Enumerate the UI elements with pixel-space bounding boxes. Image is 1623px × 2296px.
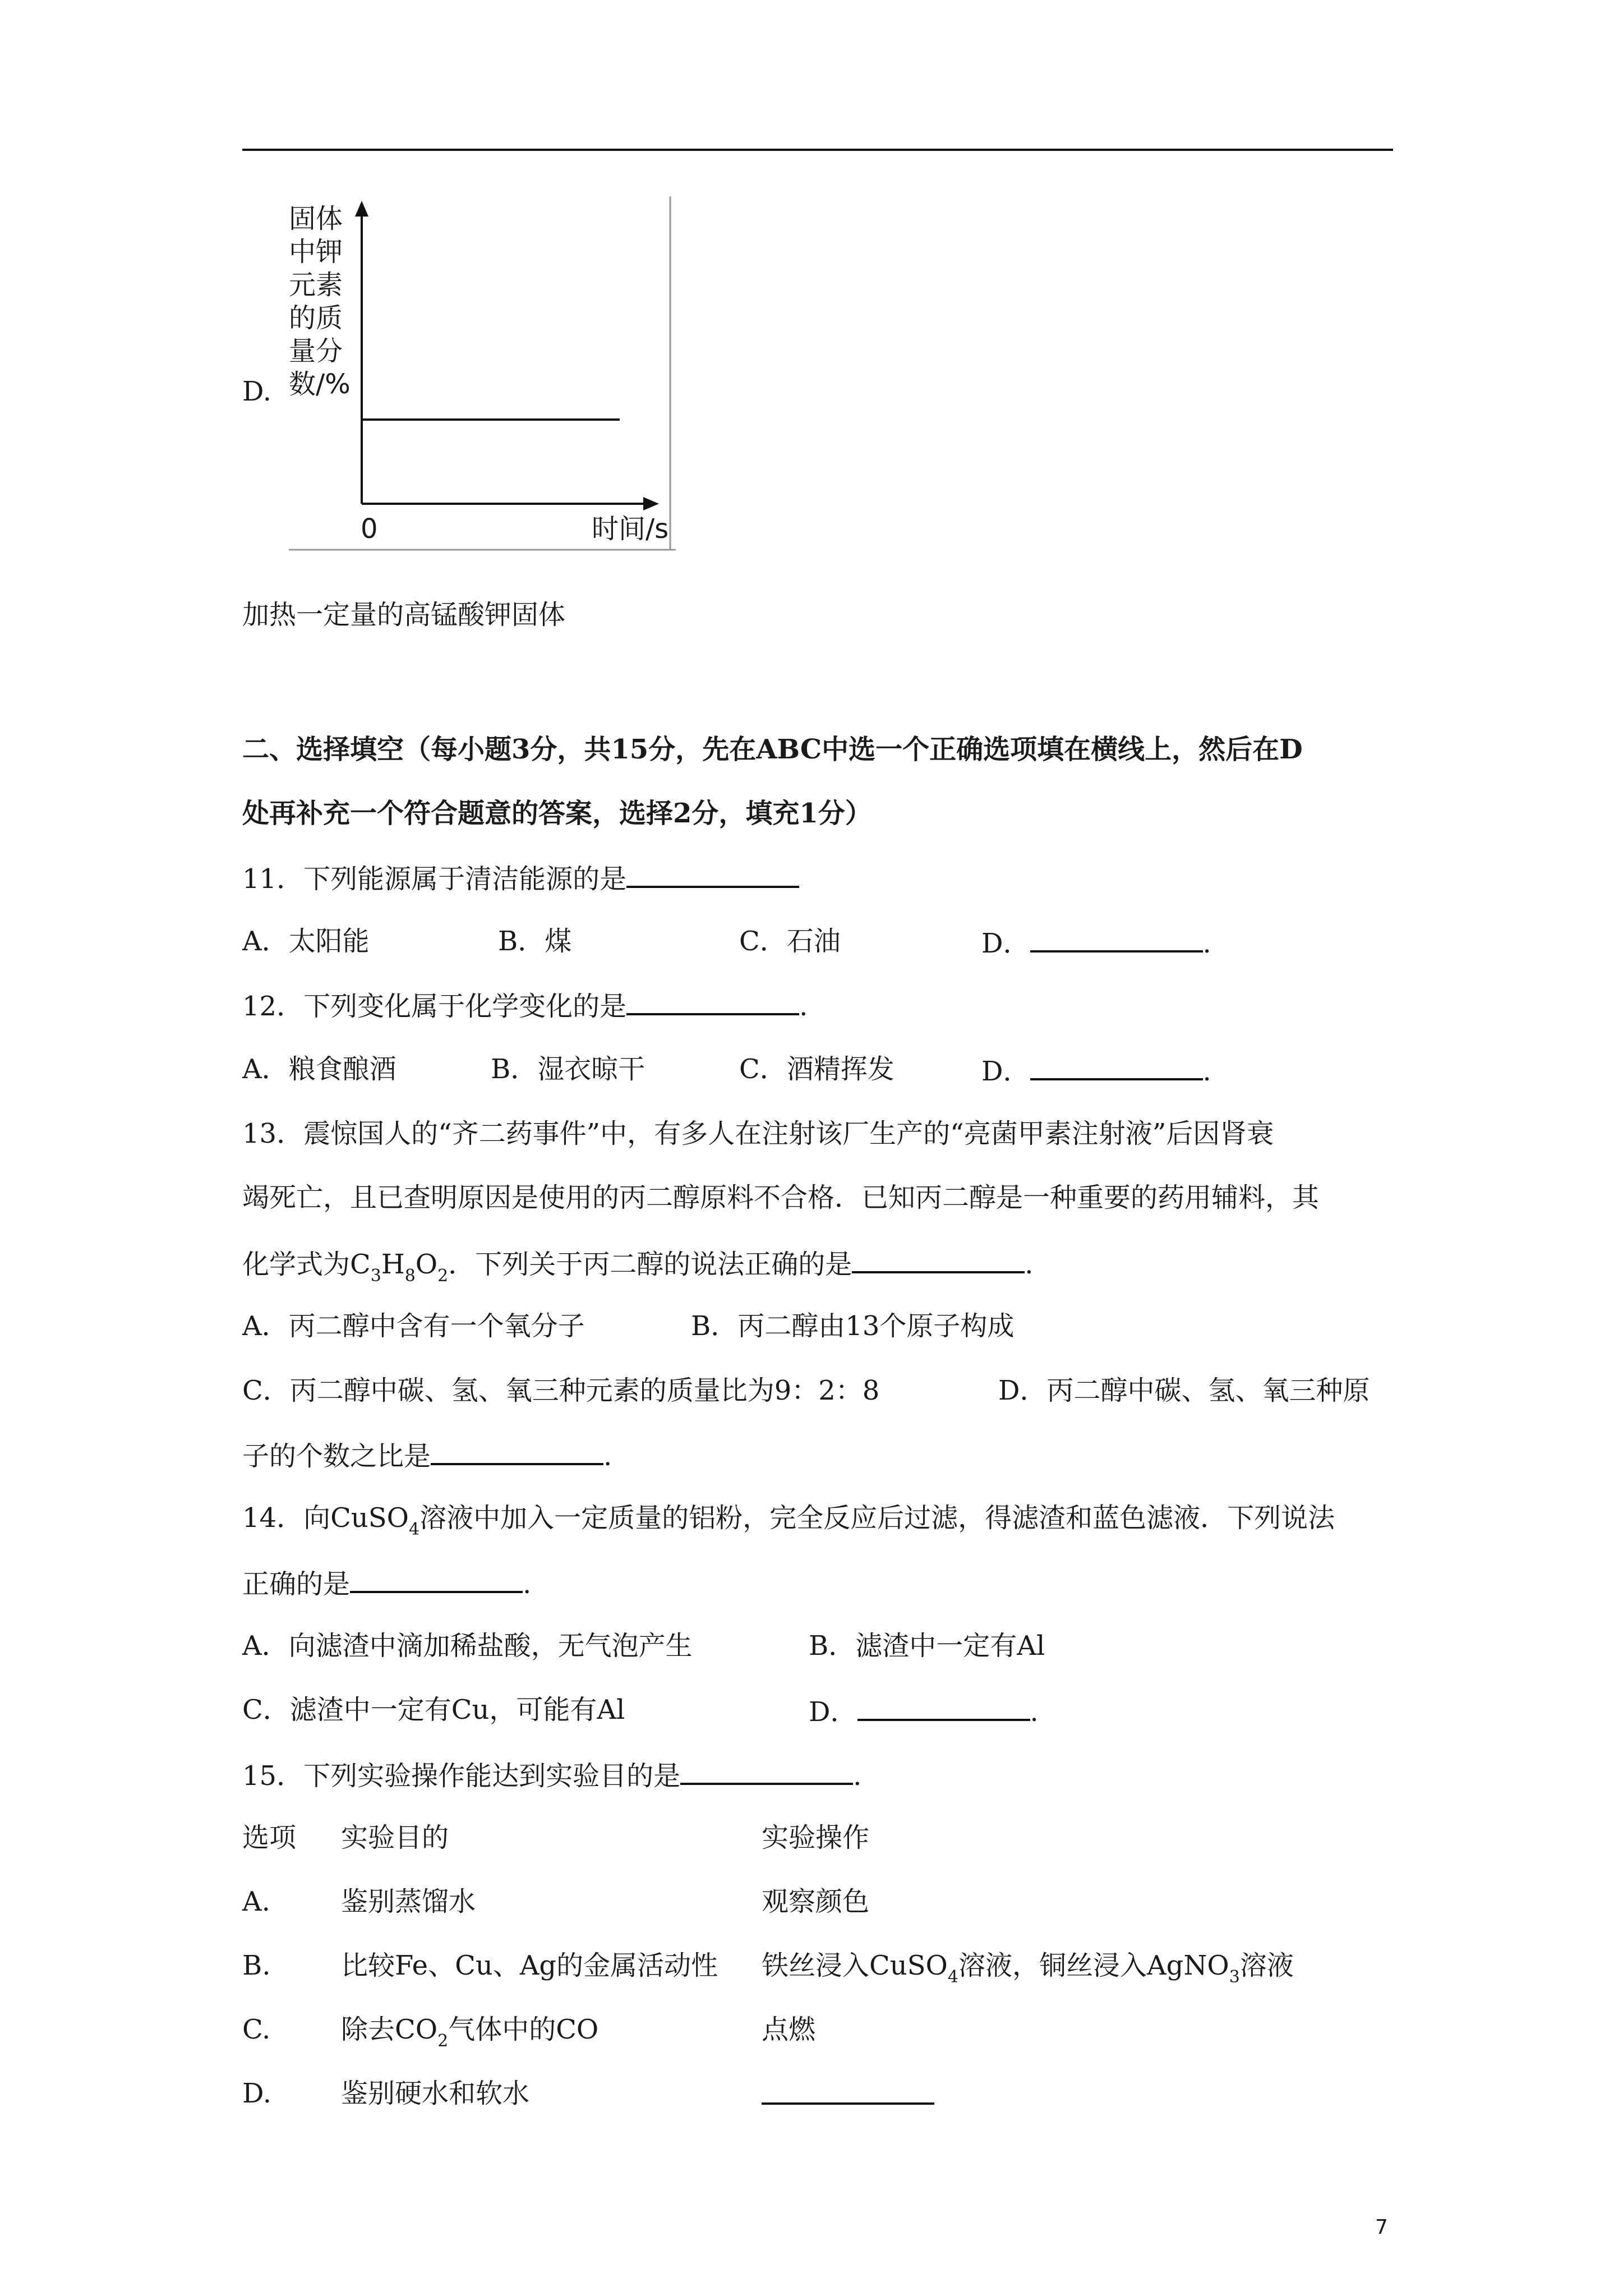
q11-option-d-blank[interactable] xyxy=(1030,924,1203,953)
q15-row-a-purpose: 鉴别蒸馏水 xyxy=(341,1886,476,1917)
q15-row-b-op-pre: 铁丝浸入CuSO xyxy=(762,1950,948,1981)
q13-line-3-period: . xyxy=(1025,1249,1034,1280)
q13-line-2: 竭死亡，且已查明原因是使用的丙二醇原料不合格．已知丙二醇是一种重要的药用辅料，其 xyxy=(242,1182,1320,1213)
q11-stem xyxy=(242,860,799,896)
q14-option-b: B．滤渣中一定有Al xyxy=(809,1630,1045,1662)
q11-option-c: C．石油 xyxy=(739,926,841,957)
y-label-line-1: 固体 xyxy=(289,203,343,234)
y-label-line-2: 中钾 xyxy=(289,236,343,268)
q13-option-b: B．丙二醇由13个原子构成 xyxy=(691,1310,1015,1342)
q11-answer-blank[interactable] xyxy=(626,860,799,888)
q14-line-2 xyxy=(242,1565,531,1601)
q11-option-d-period: . xyxy=(1202,928,1211,959)
x-axis-label: 时间/s xyxy=(592,513,669,545)
q12-option-a: A．粮食酿酒 xyxy=(242,1053,396,1085)
y-label-line-5: 量分 xyxy=(289,335,343,367)
q11-stem-text: 11．下列能源属于清洁能源的是 xyxy=(242,863,627,895)
option-letter: D. xyxy=(242,376,272,407)
q15-row-a-operation: 观察颜色 xyxy=(762,1886,870,1917)
y-label-line-6: 数/% xyxy=(289,369,351,400)
q13-option-d-period: . xyxy=(603,1441,612,1472)
q15-row-c-option: C. xyxy=(242,2014,271,2045)
q12-stem xyxy=(242,987,808,1023)
q14-answer-blank[interactable] xyxy=(350,1565,523,1593)
q14-line-1 xyxy=(242,1501,1335,1539)
q12-option-d-label: D． xyxy=(981,1056,1030,1087)
q13-formula-h: H xyxy=(381,1249,405,1280)
q15-row-c-operation: 点燃 xyxy=(762,2014,816,2045)
q15-row-b-sub-4: 4 xyxy=(947,1967,958,1987)
q15-header-operation: 实验操作 xyxy=(762,1822,870,1853)
section-header-line-2: 处再补充一个符合题意的答案，选择2分，填充1分） xyxy=(242,798,872,829)
q14-line-2-text: 正确的是 xyxy=(242,1568,351,1600)
q12-stem-text: 12．下列变化属于化学变化的是 xyxy=(242,991,627,1022)
q15-row-d-operation xyxy=(762,2077,934,2113)
q13-option-a: A．丙二醇中含有一个氧分子 xyxy=(242,1310,585,1342)
figure-caption: 加热一定量的高锰酸钾固体 xyxy=(242,599,566,631)
q14-line-2-period: . xyxy=(523,1568,532,1600)
q12-option-b: B．湿衣晾干 xyxy=(491,1053,645,1085)
q14-line-1-pre: 14．向CuSO xyxy=(242,1502,409,1534)
q15-row-b-option: B. xyxy=(242,1950,271,1981)
q13-formula-c: 化学式为C xyxy=(242,1249,371,1280)
q15-header-option: 选项 xyxy=(242,1822,297,1853)
q15-row-d-operation-blank[interactable] xyxy=(762,2077,934,2105)
q12-option-d-period: . xyxy=(1202,1056,1211,1087)
q13-formula-o: O xyxy=(415,1249,438,1280)
q14-option-d-label: D． xyxy=(809,1696,857,1728)
q12-option-d-blank[interactable] xyxy=(1030,1052,1203,1080)
q15-answer-blank[interactable] xyxy=(680,1757,853,1785)
q14-sub-4: 4 xyxy=(408,1520,420,1539)
q14-option-a: A．向滤渣中滴加稀盐酸，无气泡产生 xyxy=(242,1630,693,1662)
q12-stem-period: . xyxy=(799,991,808,1022)
q15-stem xyxy=(242,1757,861,1793)
y-label-line-3: 元素 xyxy=(289,269,343,301)
q12-option-c: C．酒精挥发 xyxy=(739,1053,895,1085)
q15-row-d-purpose: 鉴别硬水和软水 xyxy=(341,2078,530,2109)
section-header-line-1: 二、选择填空（每小题3分，共15分，先在ABC中选一个正确选项填在横线上，然后在D xyxy=(242,734,1303,765)
origin-label: 0 xyxy=(361,513,378,545)
q15-stem-text: 15．下列实验操作能达到实验目的是 xyxy=(242,1760,681,1792)
y-axis-arrow xyxy=(355,201,368,217)
q15-row-c-purpose xyxy=(341,2013,598,2050)
q13-line-3-text: ．下列关于丙二醇的说法正确的是 xyxy=(448,1249,852,1280)
q12-option-d xyxy=(981,1052,1211,1088)
q15-row-b-op-mid: 溶液，铜丝浸入AgNO xyxy=(958,1950,1229,1981)
q11-option-b: B．煤 xyxy=(498,926,572,957)
q14-option-d-period: . xyxy=(1030,1696,1039,1728)
x-axis-arrow xyxy=(643,497,659,510)
q13-sub-2: 2 xyxy=(437,1266,449,1286)
q11-option-d xyxy=(981,924,1211,960)
q15-row-c-sub-2: 2 xyxy=(437,2031,449,2051)
q15-header-purpose: 实验目的 xyxy=(341,1822,449,1853)
q14-option-d-blank[interactable] xyxy=(857,1693,1030,1721)
q12-answer-blank[interactable] xyxy=(626,987,799,1015)
q15-row-d-option: D. xyxy=(242,2078,272,2109)
q14-line-1-post: 溶液中加入一定质量的铝粉，完全反应后过滤，得滤渣和蓝色滤液．下列说法 xyxy=(419,1502,1335,1534)
q15-row-c-purpose-pre: 除去CO xyxy=(341,2014,438,2045)
q15-row-b-purpose: 比较Fe、Cu、Ag的金属活动性 xyxy=(341,1950,718,1981)
q13-option-d-line-2 xyxy=(242,1437,612,1473)
q15-stem-period: . xyxy=(853,1760,862,1792)
q15-row-c-purpose-post: 气体中的CO xyxy=(448,2014,599,2045)
y-label-line-4: 的质 xyxy=(289,302,343,334)
q14-option-d xyxy=(809,1693,1039,1729)
q13-sub-8: 8 xyxy=(404,1266,416,1286)
q13-line-1: 13．震惊国人的“齐二药事件”中，有多人在注射该厂生产的“亮菌甲素注射液”后因肾衰 xyxy=(242,1118,1274,1149)
q15-row-a-option: A. xyxy=(242,1886,270,1917)
q11-option-a: A．太阳能 xyxy=(242,926,370,957)
q13-option-d-line-1: D．丙二醇中碳、氢、氧三种原 xyxy=(998,1375,1370,1406)
page-number: 7 xyxy=(1375,2216,1388,2239)
q15-row-b-sub-3: 3 xyxy=(1229,1967,1240,1987)
q13-answer-blank[interactable] xyxy=(852,1245,1025,1273)
q13-sub-3: 3 xyxy=(370,1266,381,1286)
q13-option-d-blank[interactable] xyxy=(431,1437,603,1465)
q14-option-c: C．滤渣中一定有Cu，可能有Al xyxy=(242,1694,625,1726)
q11-option-d-label: D． xyxy=(981,928,1030,959)
q13-line-3 xyxy=(242,1245,1034,1285)
q13-option-d-text: 子的个数之比是 xyxy=(242,1441,431,1472)
chart xyxy=(289,196,676,555)
q15-row-b-operation xyxy=(762,1949,1294,1986)
q15-row-b-op-post: 溶液 xyxy=(1239,1950,1294,1981)
q13-option-c: C．丙二醇中碳、氢、氧三种元素的质量比为9：2：8 xyxy=(242,1375,880,1406)
header-rule xyxy=(242,149,1393,151)
